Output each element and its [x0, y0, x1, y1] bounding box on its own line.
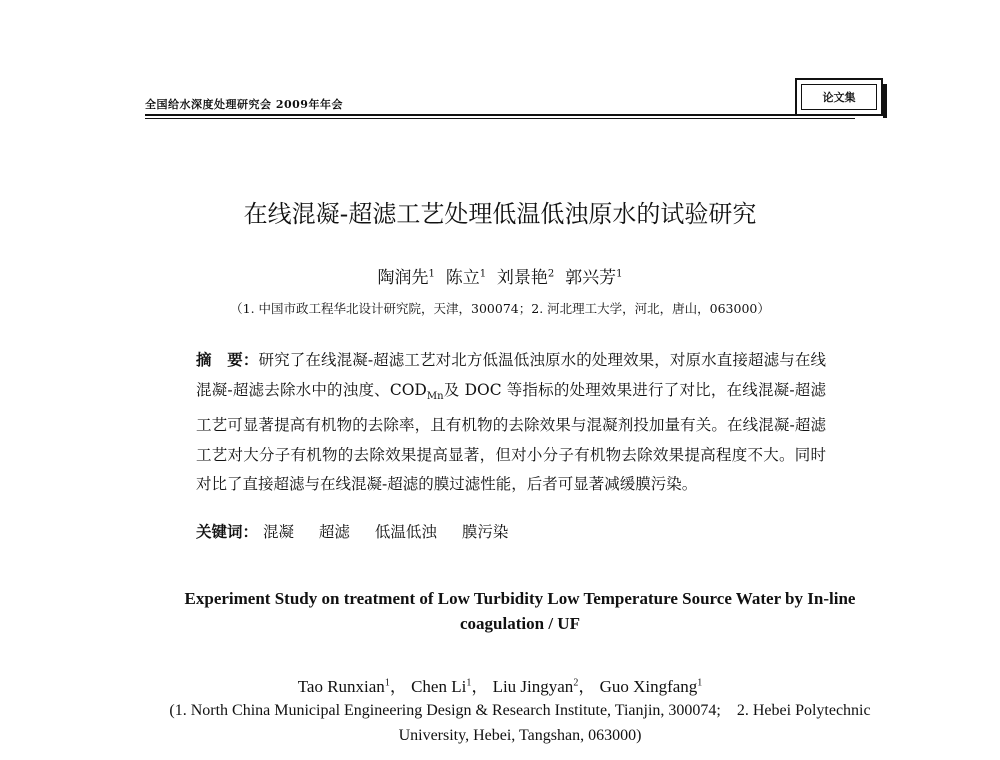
keyword: 超滤 — [318, 523, 350, 541]
keywords-cn — [196, 520, 528, 542]
paper-title-cn: 在线混凝-超滤工艺处理低温低浊原水的试验研究 — [243, 200, 757, 228]
keywords-label: 关键词： — [196, 523, 259, 541]
author-cn: 陶润先$^1$ — [377, 268, 435, 288]
author-en: Liu Jingyan$^2$ — [492, 677, 579, 696]
keyword: 膜污染 — [461, 523, 509, 541]
keyword: 低温低浊 — [374, 523, 437, 541]
page-header — [145, 92, 883, 126]
header-rule-thin — [145, 118, 855, 119]
affiliation-cn: （1. 中国市政工程华北设计研究院，天津，300074；2. 河北理工大学，河北，唐山，063000） — [230, 301, 770, 316]
authors-cn — [0, 263, 1000, 288]
journal-name: 全国给水深度处理研究会 2009年年会 — [145, 98, 343, 111]
author-cn: 陈立$^1$ — [445, 268, 487, 288]
author-cn: 郭兴芳$^1$ — [565, 268, 623, 288]
authors-en: Tao Runxian$^1$， Chen Li$^1$， Liu Jingyan$^2$， Guo Xingfang$^1$ — [297, 677, 703, 696]
section-tag: 论文集 — [801, 84, 877, 110]
author-en: Chen Li$^1$ — [411, 677, 472, 696]
header-rule — [145, 114, 855, 116]
author-cn: 刘景艳$^2$ — [496, 268, 555, 288]
keyword: 混凝 — [262, 523, 294, 541]
abstract-subscript: Mn — [426, 390, 444, 402]
abstract-cn — [196, 346, 826, 500]
paper-title-en: Experiment Study on treatment of Low Turbidity Low Temperature Source Water by In-line coagulation / UF — [184, 589, 856, 633]
abstract-text-1: 研究了在线混凝-超滤工艺对北方低温低浊原水的处理效果，对原水直接超滤与在线混凝-超滤去除水中的浊度、COD — [196, 351, 826, 399]
affiliation-en: (1. North China Municipal Engineering Design & Research Institute, Tianjin, 300074; 2. Hebei Polytechnic University, Hebei, Tangshan, 063000) — [169, 702, 871, 744]
abstract-text-2: 及 DOC 等指标的处理效果进行了对比，在线混凝-超滤工艺可显著提高有机物的去除率，且有机物的去除效果与混凝剂投加量有关。在线混凝-超滤工艺对大分子有机物的去除效果提高显著，但对小分子有机物去除效果提高程度不大。同时对比了直接超滤与在线混凝-超滤的膜过滤性能，后者可显著减缓膜污染。 — [196, 380, 827, 494]
author-en: Guo Xingfang$^1$ — [599, 677, 703, 696]
section-tag-box — [795, 78, 883, 116]
abstract-label: 摘 要： — [196, 351, 259, 369]
author-en: Tao Runxian$^1$ — [297, 677, 390, 696]
